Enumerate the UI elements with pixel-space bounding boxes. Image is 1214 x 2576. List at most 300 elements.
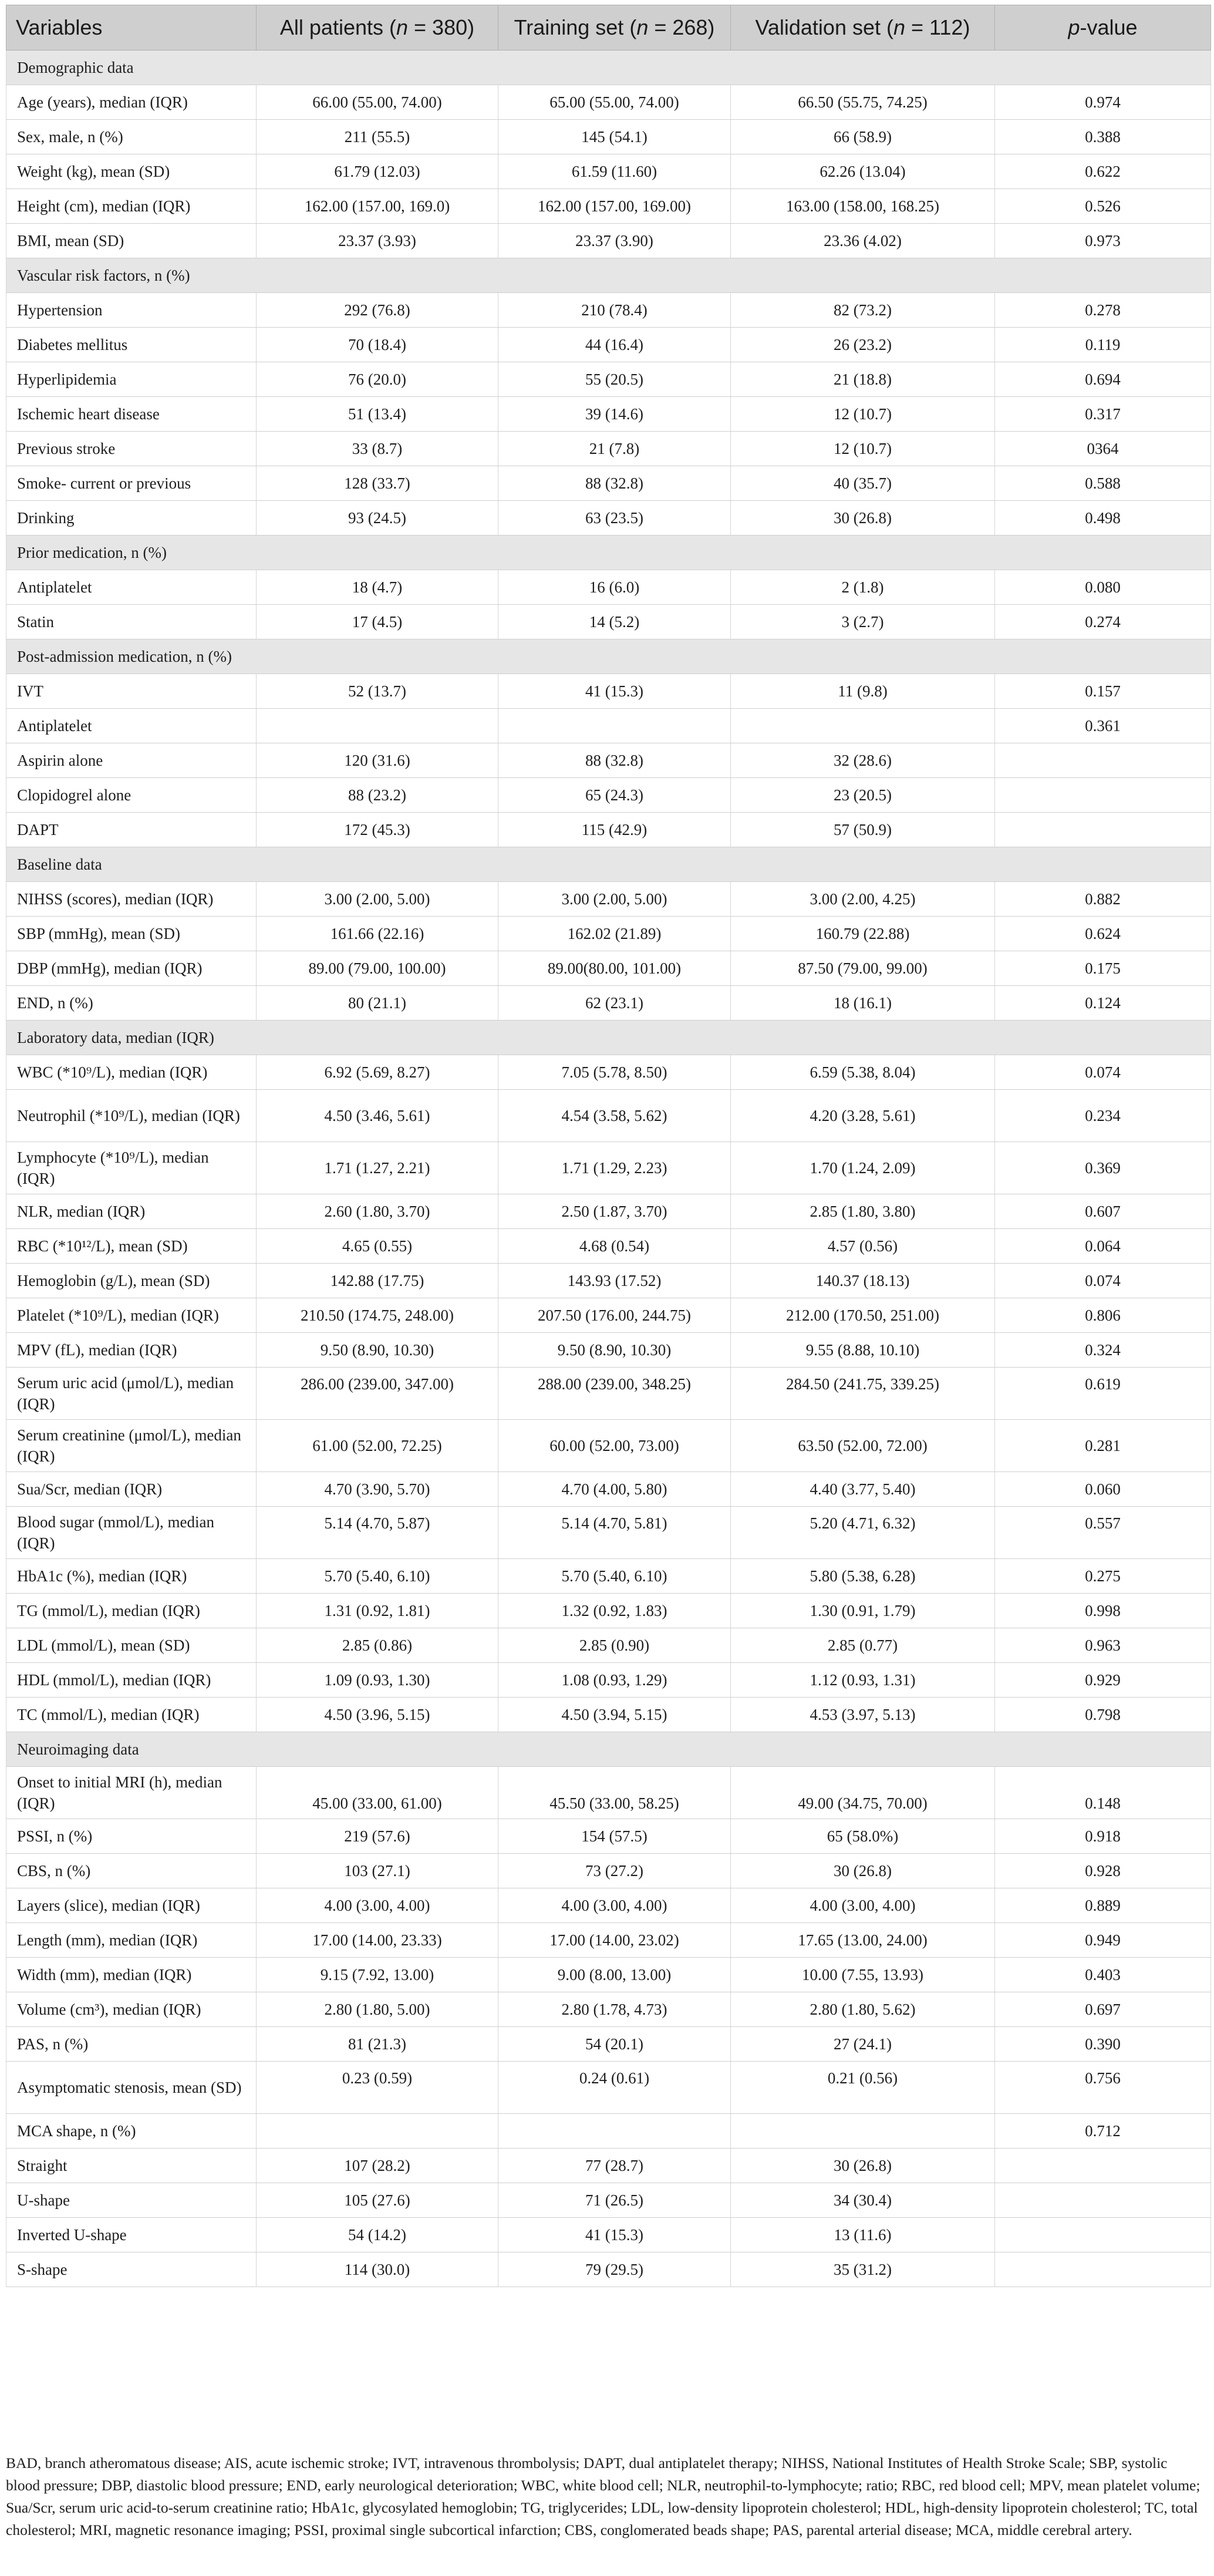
- table-row: [6, 1698, 1211, 1732]
- section-header-row: [6, 1021, 1211, 1055]
- validation-set-value: [731, 709, 995, 743]
- training-set-value: 39 (14.6): [498, 397, 731, 432]
- variable-label: Sex, male, n (%): [6, 120, 257, 154]
- p-value: 0.526: [995, 189, 1211, 224]
- training-set-value: 0.24 (0.61): [498, 2062, 731, 2114]
- p-value: 0.973: [995, 224, 1211, 258]
- variable-label: U-shape: [6, 2183, 257, 2218]
- p-value: 0.281: [995, 1420, 1211, 1472]
- validation-set-value: 3.00 (2.00, 4.25): [731, 882, 995, 917]
- table-row: [6, 328, 1211, 362]
- training-set-value: 65.00 (55.00, 74.00): [498, 85, 731, 120]
- baseline-characteristics-table: [6, 5, 1211, 2287]
- variable-label: Layers (slice), median (IQR): [6, 1888, 257, 1923]
- training-set-value: 44 (16.4): [498, 328, 731, 362]
- p-value: 0.388: [995, 120, 1211, 154]
- p-value: 0.074: [995, 1055, 1211, 1090]
- all-patients-value: 80 (21.1): [257, 986, 498, 1021]
- all-patients-value: 2.85 (0.86): [257, 1628, 498, 1663]
- training-set-value: 88 (32.8): [498, 466, 731, 501]
- table-row: [6, 813, 1211, 847]
- header-training-set: Training set (n = 268): [498, 5, 731, 50]
- variable-label: Neutrophil (*10⁹/L), median (IQR): [6, 1090, 257, 1142]
- training-set-value: 1.71 (1.29, 2.23): [498, 1142, 731, 1194]
- p-value: 0.928: [995, 1854, 1211, 1888]
- training-set-value: 210 (78.4): [498, 293, 731, 328]
- table-row: [6, 154, 1211, 189]
- section-header-row: [6, 258, 1211, 293]
- header-all-patients: All patients (n = 380): [257, 5, 498, 50]
- table-row: [6, 1229, 1211, 1264]
- section-title: Neuroimaging data: [6, 1732, 1211, 1767]
- table-body: [6, 50, 1211, 2287]
- table-row: [6, 120, 1211, 154]
- all-patients-value: 2.60 (1.80, 3.70): [257, 1194, 498, 1229]
- validation-set-value: 2 (1.8): [731, 570, 995, 605]
- table-row: [6, 1958, 1211, 1992]
- training-set-value: 41 (15.3): [498, 2218, 731, 2252]
- all-patients-value: 3.00 (2.00, 5.00): [257, 882, 498, 917]
- variable-label: Age (years), median (IQR): [6, 85, 257, 120]
- section-header-row: [6, 847, 1211, 882]
- variable-label: Straight: [6, 2149, 257, 2183]
- table-row: [6, 2183, 1211, 2218]
- p-value: 0.998: [995, 1594, 1211, 1628]
- all-patients-value: 4.70 (3.90, 5.70): [257, 1472, 498, 1507]
- training-set-value: 14 (5.2): [498, 605, 731, 639]
- training-set-value: 143.93 (17.52): [498, 1264, 731, 1298]
- validation-set-value: 34 (30.4): [731, 2183, 995, 2218]
- section-header-row: [6, 639, 1211, 674]
- validation-set-value: 1.12 (0.93, 1.31): [731, 1663, 995, 1698]
- training-set-value: 1.32 (0.92, 1.83): [498, 1594, 731, 1628]
- all-patients-value: 219 (57.6): [257, 1819, 498, 1854]
- table-row: [6, 1923, 1211, 1958]
- variable-label: NIHSS (scores), median (IQR): [6, 882, 257, 917]
- validation-set-value: 4.20 (3.28, 5.61): [731, 1090, 995, 1142]
- p-value: 0.361: [995, 709, 1211, 743]
- p-value: 0.275: [995, 1559, 1211, 1594]
- all-patients-value: 61.79 (12.03): [257, 154, 498, 189]
- p-value: 0364: [995, 432, 1211, 466]
- variable-label: PAS, n (%): [6, 2027, 257, 2062]
- table-row: [6, 778, 1211, 813]
- variable-label: Weight (kg), mean (SD): [6, 154, 257, 189]
- validation-set-value: 65 (58.0%): [731, 1819, 995, 1854]
- variable-label: Volume (cm³), median (IQR): [6, 1992, 257, 2027]
- validation-set-value: 284.50 (241.75, 339.25): [731, 1368, 995, 1420]
- all-patients-value: 23.37 (3.93): [257, 224, 498, 258]
- variable-label: Height (cm), median (IQR): [6, 189, 257, 224]
- all-patients-value: 9.50 (8.90, 10.30): [257, 1333, 498, 1368]
- variable-label: Hypertension: [6, 293, 257, 328]
- table-row: [6, 917, 1211, 951]
- training-set-value: 16 (6.0): [498, 570, 731, 605]
- section-title: Vascular risk factors, n (%): [6, 258, 1211, 293]
- validation-set-value: 66.50 (55.75, 74.25): [731, 85, 995, 120]
- training-set-value: 288.00 (239.00, 348.25): [498, 1368, 731, 1420]
- all-patients-value: 76 (20.0): [257, 362, 498, 397]
- table-row: [6, 1090, 1211, 1142]
- training-set-value: 89.00(80.00, 101.00): [498, 951, 731, 986]
- training-set-value: 71 (26.5): [498, 2183, 731, 2218]
- table-row: [6, 189, 1211, 224]
- all-patients-value: 17.00 (14.00, 23.33): [257, 1923, 498, 1958]
- p-value: 0.317: [995, 397, 1211, 432]
- section-header-row: [6, 50, 1211, 85]
- training-set-value: 65 (24.3): [498, 778, 731, 813]
- validation-set-value: 2.80 (1.80, 5.62): [731, 1992, 995, 2027]
- training-set-value: 55 (20.5): [498, 362, 731, 397]
- table-row: [6, 432, 1211, 466]
- table-row: [6, 224, 1211, 258]
- p-value: 0.498: [995, 501, 1211, 536]
- validation-set-value: 212.00 (170.50, 251.00): [731, 1298, 995, 1333]
- table-row: [6, 2114, 1211, 2149]
- table-row: [6, 1767, 1211, 1819]
- table-row: [6, 466, 1211, 501]
- all-patients-value: 93 (24.5): [257, 501, 498, 536]
- training-set-value: 145 (54.1): [498, 120, 731, 154]
- p-value: [995, 743, 1211, 778]
- validation-set-value: 40 (35.7): [731, 466, 995, 501]
- section-title: Post-admission medication, n (%): [6, 639, 1211, 674]
- variable-label: DAPT: [6, 813, 257, 847]
- p-value: 0.929: [995, 1663, 1211, 1698]
- all-patients-value: 4.50 (3.46, 5.61): [257, 1090, 498, 1142]
- header-validation-set: Validation set (n = 112): [731, 5, 995, 50]
- section-title: Baseline data: [6, 847, 1211, 882]
- training-set-value: 60.00 (52.00, 73.00): [498, 1420, 731, 1472]
- validation-set-value: 87.50 (79.00, 99.00): [731, 951, 995, 986]
- all-patients-value: 128 (33.7): [257, 466, 498, 501]
- variable-label: TG (mmol/L), median (IQR): [6, 1594, 257, 1628]
- p-value: 0.694: [995, 362, 1211, 397]
- training-set-value: 115 (42.9): [498, 813, 731, 847]
- variable-label: WBC (*10⁹/L), median (IQR): [6, 1055, 257, 1090]
- training-set-value: 41 (15.3): [498, 674, 731, 709]
- all-patients-value: 45.00 (33.00, 61.00): [257, 1767, 498, 1819]
- variable-label: TC (mmol/L), median (IQR): [6, 1698, 257, 1732]
- all-patients-value: 61.00 (52.00, 72.25): [257, 1420, 498, 1472]
- training-set-value: 162.02 (21.89): [498, 917, 731, 951]
- p-value: 0.064: [995, 1229, 1211, 1264]
- validation-set-value: 163.00 (158.00, 168.25): [731, 189, 995, 224]
- table-row: [6, 1559, 1211, 1594]
- all-patients-value: 142.88 (17.75): [257, 1264, 498, 1298]
- training-set-value: 162.00 (157.00, 169.00): [498, 189, 731, 224]
- training-set-value: 7.05 (5.78, 8.50): [498, 1055, 731, 1090]
- p-value: 0.557: [995, 1507, 1211, 1559]
- all-patients-value: 292 (76.8): [257, 293, 498, 328]
- p-value: 0.124: [995, 986, 1211, 1021]
- validation-set-value: 17.65 (13.00, 24.00): [731, 1923, 995, 1958]
- variable-label: Aspirin alone: [6, 743, 257, 778]
- table-row: [6, 362, 1211, 397]
- validation-set-value: 82 (73.2): [731, 293, 995, 328]
- table-row: [6, 1663, 1211, 1698]
- p-value: 0.074: [995, 1264, 1211, 1298]
- table-row: [6, 1194, 1211, 1229]
- table-header: [6, 5, 1211, 50]
- validation-set-value: 30 (26.8): [731, 1854, 995, 1888]
- table-row: [6, 1628, 1211, 1663]
- table-row: [6, 1298, 1211, 1333]
- variable-label: Width (mm), median (IQR): [6, 1958, 257, 1992]
- table-row: [6, 1819, 1211, 1854]
- validation-set-value: 35 (31.2): [731, 2252, 995, 2287]
- validation-set-value: 62.26 (13.04): [731, 154, 995, 189]
- table-container: [6, 5, 1210, 2287]
- validation-set-value: 13 (11.6): [731, 2218, 995, 2252]
- p-value: 0.949: [995, 1923, 1211, 1958]
- p-value: 0.806: [995, 1298, 1211, 1333]
- validation-set-value: 4.53 (3.97, 5.13): [731, 1698, 995, 1732]
- validation-set-value: 160.79 (22.88): [731, 917, 995, 951]
- training-set-value: [498, 2114, 731, 2149]
- p-value: 0.403: [995, 1958, 1211, 1992]
- all-patients-value: 17 (4.5): [257, 605, 498, 639]
- all-patients-value: 89.00 (79.00, 100.00): [257, 951, 498, 986]
- all-patients-value: 66.00 (55.00, 74.00): [257, 85, 498, 120]
- variable-label: Hyperlipidemia: [6, 362, 257, 397]
- training-set-value: 4.54 (3.58, 5.62): [498, 1090, 731, 1142]
- table-row: [6, 2252, 1211, 2287]
- variable-label: CBS, n (%): [6, 1854, 257, 1888]
- p-value: 0.369: [995, 1142, 1211, 1194]
- all-patients-value: 4.00 (3.00, 4.00): [257, 1888, 498, 1923]
- variable-label: Clopidogrel alone: [6, 778, 257, 813]
- validation-set-value: 3 (2.7): [731, 605, 995, 639]
- p-value: 0.324: [995, 1333, 1211, 1368]
- p-value: 0.119: [995, 328, 1211, 362]
- p-value: [995, 2252, 1211, 2287]
- training-set-value: 2.80 (1.78, 4.73): [498, 1992, 731, 2027]
- validation-set-value: 23.36 (4.02): [731, 224, 995, 258]
- variable-label: Blood sugar (mmol/L), median (IQR): [6, 1507, 257, 1559]
- p-value: 0.157: [995, 674, 1211, 709]
- p-value: [995, 2183, 1211, 2218]
- variable-label: Ischemic heart disease: [6, 397, 257, 432]
- table-row: [6, 605, 1211, 639]
- all-patients-value: 70 (18.4): [257, 328, 498, 362]
- table-row: [6, 1142, 1211, 1194]
- training-set-value: 207.50 (176.00, 244.75): [498, 1298, 731, 1333]
- all-patients-value: 211 (55.5): [257, 120, 498, 154]
- p-value: 0.234: [995, 1090, 1211, 1142]
- all-patients-value: 210.50 (174.75, 248.00): [257, 1298, 498, 1333]
- validation-set-value: 140.37 (18.13): [731, 1264, 995, 1298]
- validation-set-value: 30 (26.8): [731, 2149, 995, 2183]
- training-set-value: 62 (23.1): [498, 986, 731, 1021]
- table-row: [6, 1368, 1211, 1420]
- variable-label: Drinking: [6, 501, 257, 536]
- training-set-value: 23.37 (3.90): [498, 224, 731, 258]
- p-value: 0.175: [995, 951, 1211, 986]
- all-patients-value: 18 (4.7): [257, 570, 498, 605]
- training-set-value: 3.00 (2.00, 5.00): [498, 882, 731, 917]
- p-value: 0.756: [995, 2062, 1211, 2114]
- validation-set-value: 9.55 (8.88, 10.10): [731, 1333, 995, 1368]
- all-patients-value: 33 (8.7): [257, 432, 498, 466]
- all-patients-value: 6.92 (5.69, 8.27): [257, 1055, 498, 1090]
- p-value: 0.278: [995, 293, 1211, 328]
- validation-set-value: 1.70 (1.24, 2.09): [731, 1142, 995, 1194]
- p-value: 0.622: [995, 154, 1211, 189]
- training-set-value: 4.70 (4.00, 5.80): [498, 1472, 731, 1507]
- p-value: 0.148: [995, 1767, 1211, 1819]
- table-row: [6, 1888, 1211, 1923]
- table-row: [6, 570, 1211, 605]
- training-set-value: 5.70 (5.40, 6.10): [498, 1559, 731, 1594]
- validation-set-value: 57 (50.9): [731, 813, 995, 847]
- variable-label: DBP (mmHg), median (IQR): [6, 951, 257, 986]
- all-patients-value: 107 (28.2): [257, 2149, 498, 2183]
- training-set-value: [498, 709, 731, 743]
- table-row: [6, 743, 1211, 778]
- variable-label: MCA shape, n (%): [6, 2114, 257, 2149]
- table-row: [6, 674, 1211, 709]
- table-row: [6, 501, 1211, 536]
- training-set-value: 4.68 (0.54): [498, 1229, 731, 1264]
- validation-set-value: 30 (26.8): [731, 501, 995, 536]
- table-row: [6, 1507, 1211, 1559]
- variable-label: Antiplatelet: [6, 709, 257, 743]
- section-title: Demographic data: [6, 50, 1211, 85]
- validation-set-value: 5.20 (4.71, 6.32): [731, 1507, 995, 1559]
- table-row: [6, 1055, 1211, 1090]
- p-value: 0.798: [995, 1698, 1211, 1732]
- p-value: 0.624: [995, 917, 1211, 951]
- training-set-value: 79 (29.5): [498, 2252, 731, 2287]
- table-row: [6, 2218, 1211, 2252]
- validation-set-value: 18 (16.1): [731, 986, 995, 1021]
- header-variables: Variables: [6, 5, 257, 50]
- variable-label: MPV (fL), median (IQR): [6, 1333, 257, 1368]
- table-row: [6, 951, 1211, 986]
- all-patients-value: 162.00 (157.00, 169.0): [257, 189, 498, 224]
- training-set-value: 45.50 (33.00, 58.25): [498, 1767, 731, 1819]
- variable-label: PSSI, n (%): [6, 1819, 257, 1854]
- validation-set-value: 12 (10.7): [731, 432, 995, 466]
- p-value: 0.588: [995, 466, 1211, 501]
- validation-set-value: 63.50 (52.00, 72.00): [731, 1420, 995, 1472]
- all-patients-value: 5.14 (4.70, 5.87): [257, 1507, 498, 1559]
- p-value: 0.619: [995, 1368, 1211, 1420]
- table-row: [6, 1420, 1211, 1472]
- p-value: 0.712: [995, 2114, 1211, 2149]
- p-value: 0.274: [995, 605, 1211, 639]
- validation-set-value: 4.57 (0.56): [731, 1229, 995, 1264]
- p-value: 0.963: [995, 1628, 1211, 1663]
- p-value: 0.390: [995, 2027, 1211, 2062]
- table-row: [6, 1264, 1211, 1298]
- validation-set-value: 4.00 (3.00, 4.00): [731, 1888, 995, 1923]
- variable-label: Asymptomatic stenosis, mean (SD): [6, 2062, 257, 2114]
- all-patients-value: 51 (13.4): [257, 397, 498, 432]
- training-set-value: 54 (20.1): [498, 2027, 731, 2062]
- training-set-value: 2.85 (0.90): [498, 1628, 731, 1663]
- variable-label: Inverted U-shape: [6, 2218, 257, 2252]
- training-set-value: 63 (23.5): [498, 501, 731, 536]
- all-patients-value: 120 (31.6): [257, 743, 498, 778]
- p-value: [995, 2149, 1211, 2183]
- table-row: [6, 882, 1211, 917]
- all-patients-value: 54 (14.2): [257, 2218, 498, 2252]
- variable-label: Smoke- current or previous: [6, 466, 257, 501]
- all-patients-value: 114 (30.0): [257, 2252, 498, 2287]
- validation-set-value: 21 (18.8): [731, 362, 995, 397]
- variable-label: HDL (mmol/L), median (IQR): [6, 1663, 257, 1698]
- all-patients-value: 5.70 (5.40, 6.10): [257, 1559, 498, 1594]
- table-row: [6, 1594, 1211, 1628]
- validation-set-value: 26 (23.2): [731, 328, 995, 362]
- p-value: 0.918: [995, 1819, 1211, 1854]
- training-set-value: 9.50 (8.90, 10.30): [498, 1333, 731, 1368]
- training-set-value: 73 (27.2): [498, 1854, 731, 1888]
- table-row: [6, 2149, 1211, 2183]
- validation-set-value: 0.21 (0.56): [731, 2062, 995, 2114]
- header-p-value: p-value: [995, 5, 1211, 50]
- all-patients-value: 2.80 (1.80, 5.00): [257, 1992, 498, 2027]
- training-set-value: 2.50 (1.87, 3.70): [498, 1194, 731, 1229]
- variable-label: RBC (*10¹²/L), mean (SD): [6, 1229, 257, 1264]
- all-patients-value: 4.50 (3.96, 5.15): [257, 1698, 498, 1732]
- table-row: [6, 1854, 1211, 1888]
- variable-label: LDL (mmol/L), mean (SD): [6, 1628, 257, 1663]
- validation-set-value: 2.85 (1.80, 3.80): [731, 1194, 995, 1229]
- variable-label: Diabetes mellitus: [6, 328, 257, 362]
- table-row: [6, 293, 1211, 328]
- training-set-value: 4.00 (3.00, 4.00): [498, 1888, 731, 1923]
- all-patients-value: 88 (23.2): [257, 778, 498, 813]
- variable-label: Antiplatelet: [6, 570, 257, 605]
- variable-label: Platelet (*10⁹/L), median (IQR): [6, 1298, 257, 1333]
- table-row: [6, 85, 1211, 120]
- p-value: 0.080: [995, 570, 1211, 605]
- table-row: [6, 1992, 1211, 2027]
- p-value: [995, 813, 1211, 847]
- validation-set-value: 49.00 (34.75, 70.00): [731, 1767, 995, 1819]
- training-set-value: 1.08 (0.93, 1.29): [498, 1663, 731, 1698]
- validation-set-value: 66 (58.9): [731, 120, 995, 154]
- validation-set-value: 4.40 (3.77, 5.40): [731, 1472, 995, 1507]
- validation-set-value: 2.85 (0.77): [731, 1628, 995, 1663]
- table-row: [6, 397, 1211, 432]
- p-value: 0.889: [995, 1888, 1211, 1923]
- section-header-row: [6, 536, 1211, 570]
- variable-label: Sua/Scr, median (IQR): [6, 1472, 257, 1507]
- variable-label: Hemoglobin (g/L), mean (SD): [6, 1264, 257, 1298]
- validation-set-value: 1.30 (0.91, 1.79): [731, 1594, 995, 1628]
- all-patients-value: 4.65 (0.55): [257, 1229, 498, 1264]
- training-set-value: 154 (57.5): [498, 1819, 731, 1854]
- p-value: 0.882: [995, 882, 1211, 917]
- training-set-value: 61.59 (11.60): [498, 154, 731, 189]
- section-title: Laboratory data, median (IQR): [6, 1021, 1211, 1055]
- variable-label: END, n (%): [6, 986, 257, 1021]
- all-patients-value: 161.66 (22.16): [257, 917, 498, 951]
- all-patients-value: 9.15 (7.92, 13.00): [257, 1958, 498, 1992]
- validation-set-value: 6.59 (5.38, 8.04): [731, 1055, 995, 1090]
- variable-label: IVT: [6, 674, 257, 709]
- variable-label: Length (mm), median (IQR): [6, 1923, 257, 1958]
- training-set-value: 21 (7.8): [498, 432, 731, 466]
- variable-label: Lymphocyte (*10⁹/L), median (IQR): [6, 1142, 257, 1194]
- table-row: [6, 2027, 1211, 2062]
- training-set-value: 17.00 (14.00, 23.02): [498, 1923, 731, 1958]
- validation-set-value: 12 (10.7): [731, 397, 995, 432]
